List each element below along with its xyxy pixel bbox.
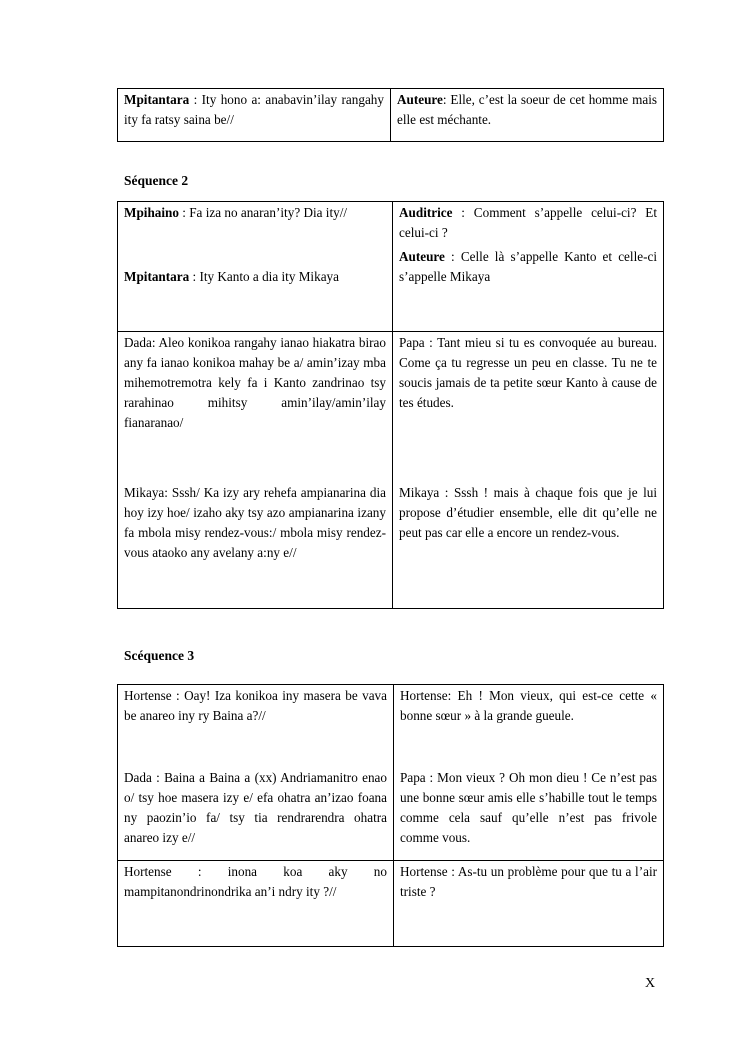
table-row — [118, 685, 664, 861]
malagasy-cell — [118, 861, 394, 947]
utterance-text: Papa : Tant mieu si tu es convoquée au bureau. Come ça tu regresse un peu en classe. Tu ne te soucis jamais de ta petite sœur Kanto à cause de tes études. — [399, 335, 657, 410]
utterance-text: Mikaya: Sssh/ Ka izy ary rehefa ampianarina dia hoy izy hoe/ izaho aky tsy azo ampianarina izany fa mbola misy rendez-vous:/ mbola misy rendez-vous ataoko any avelany a:ny e// — [124, 485, 386, 560]
table-row — [118, 89, 664, 142]
page-number: X — [645, 976, 656, 991]
malagasy-cell — [118, 89, 391, 142]
speaker-name: Mpihaino — [124, 205, 179, 220]
utterance-text: Hortense: Eh ! Mon vieux, qui est-ce cette « bonne sœur » à la grande gueule. — [400, 688, 657, 723]
table-row — [118, 202, 664, 332]
utterance-text: : Fa iza no anaran’ity? Dia ity// — [178, 205, 348, 220]
utterance-text: Dada : Baina a Baina a (xx) Andriamanitro enao o/ tsy hoe masera izy e/ efa ohatra an’izao foana ny paozin’io fa/ tsy tia rendrarendra ohatra anareo izy e// — [124, 770, 387, 845]
utterance-text: : Comment s’appelle celui-ci? Et celui-ci ? — [399, 205, 657, 240]
utterance-text: : Ity Kanto a dia ity Mikaya — [189, 269, 339, 284]
table-row — [118, 332, 664, 609]
utterance — [124, 267, 386, 287]
dialogue-table-sequence-2 — [117, 201, 664, 609]
utterance-text: Hortense : As-tu un problème pour que tu a l’air triste ? — [400, 864, 657, 899]
utterance-text: : Elle, c’est la soeur de cet homme mais elle est méchante. — [397, 92, 657, 127]
french-cell — [393, 332, 664, 609]
speaker-name: Auditrice — [399, 205, 453, 220]
utterance-text: Dada: Aleo konikoa rangahy ianao hiakatra birao any fa ianao konikoa mahay be a/ amin’izay mba mihemotremotra kely fa i Kanto zandrinao tsy rarahinao mihitsy amin’ilay/amin’ilay fianaranao/ — [124, 335, 386, 430]
utterance-text: Mikaya : Sssh ! mais à chaque fois que je lui propose d’étudier ensemble, elle dit qu’elle ne peut pas car elle a encore un rendez-vous. — [399, 485, 657, 540]
utterance-text: Papa : Mon vieux ? Oh mon dieu ! Ce n’est pas une bonne sœur amis elle s’habille tout le temps comme cela sauf qu’elle n’est pas frivole comme vous. — [400, 770, 657, 845]
french-cell — [391, 89, 664, 142]
utterance — [399, 203, 657, 243]
french-cell — [393, 202, 664, 332]
table-row — [118, 861, 664, 947]
utterance-text: : Ity hono a: anabavin’ilay rangahy ity fa ratsy saina be// — [124, 92, 384, 127]
malagasy-cell — [118, 332, 393, 609]
utterance-text: Hortense : Oay! Iza konikoa iny masera be vava be anareo iny ry Baina a?// — [124, 688, 387, 723]
french-cell — [394, 861, 664, 947]
utterance-text: : Celle là s’appelle Kanto et celle-ci s’appelle Mikaya — [399, 249, 657, 284]
malagasy-cell — [118, 202, 393, 332]
speaker-name: Auteure — [399, 249, 445, 264]
utterance-text: Hortense : inona koa aky no mampitanondrinondrika an’i ndry ity ?// — [124, 864, 387, 899]
section-heading-sequence-3: Scéquence 3 — [124, 648, 195, 663]
dialogue-table-1 — [117, 88, 664, 142]
utterance — [124, 203, 386, 223]
section-heading-sequence-2: Séquence 2 — [124, 173, 189, 188]
dialogue-table-sequence-3 — [117, 684, 664, 947]
french-cell — [394, 685, 664, 861]
utterance — [399, 247, 657, 287]
speaker-name: Mpitantara — [124, 269, 190, 284]
malagasy-cell — [118, 685, 394, 861]
speaker-name: Mpitantara — [124, 92, 190, 107]
speaker-name: Auteure — [397, 92, 443, 107]
